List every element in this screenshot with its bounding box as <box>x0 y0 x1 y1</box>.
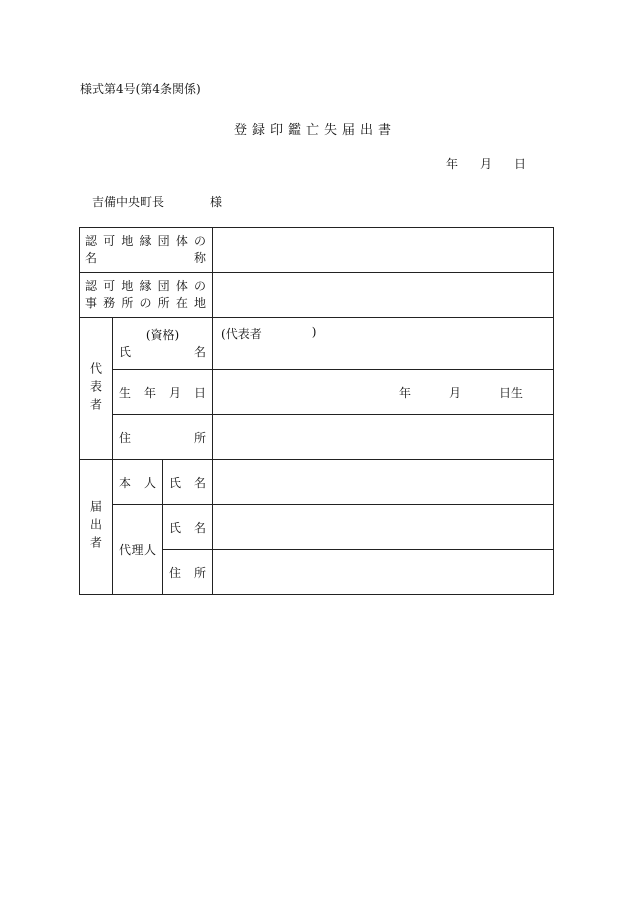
notifier-section-label-cell <box>80 460 113 595</box>
notifier-self-name-field[interactable] <box>213 460 554 505</box>
notifier-self-name-label: 氏名 <box>169 475 207 490</box>
group-name-label-line1: 認可地縁団体の <box>85 234 208 248</box>
addressee-name: 吉備中央町長 <box>92 195 165 209</box>
notifier-agent-label: 代理人 <box>119 543 156 557</box>
notifier-self-row <box>80 460 554 505</box>
notifier-agent-name-label-cell <box>163 505 213 550</box>
notifier-self-label: 本人 <box>119 475 156 490</box>
notifier-agent-name-field[interactable] <box>213 505 554 550</box>
group-office-field[interactable] <box>213 273 554 318</box>
addressee-honorific: 様 <box>210 195 223 209</box>
representative-birth-field[interactable] <box>213 370 554 415</box>
notifier-self-name-label-cell <box>163 460 213 505</box>
representative-address-label: 住所 <box>119 430 207 445</box>
group-name-label-cell <box>80 228 213 273</box>
representative-name-label-cell <box>113 318 213 370</box>
group-office-label-line2: 事務所の所在地 <box>85 296 208 310</box>
representative-birth-label-cell <box>113 370 213 415</box>
representative-address-field[interactable] <box>213 415 554 460</box>
representative-birth-row <box>80 370 554 415</box>
date-day-label: 日 <box>514 157 527 171</box>
date-line <box>446 155 526 172</box>
representative-qualification-label: (資格) <box>145 327 180 342</box>
notifier-self-label-cell <box>113 460 163 505</box>
representative-name-field[interactable] <box>213 318 554 370</box>
notifier-agent-label-cell <box>113 505 163 595</box>
birth-year-label: 年 <box>398 385 411 400</box>
notifier-agent-name-row <box>80 505 554 550</box>
group-office-row <box>80 273 554 318</box>
notifier-agent-address-label-cell <box>163 550 213 595</box>
page-title: 登録印鑑亡失届出書 <box>233 123 396 138</box>
notifier-section-label: 届出者 <box>88 500 103 554</box>
representative-title-close: ) <box>311 325 317 339</box>
group-name-label-line2: 名称 <box>85 251 208 265</box>
notifier-agent-address-label: 住所 <box>169 565 207 580</box>
birth-day-label: 日生 <box>499 385 524 400</box>
representative-address-row <box>80 415 554 460</box>
date-month-label: 月 <box>480 157 493 171</box>
group-office-label-cell <box>80 273 213 318</box>
group-name-field[interactable] <box>213 228 554 273</box>
notifier-agent-name-label: 氏名 <box>169 520 207 535</box>
addressee <box>92 193 222 210</box>
representative-birth-label: 生年月日 <box>119 385 207 400</box>
representative-name-label: 氏名 <box>119 344 207 359</box>
representative-name-row <box>80 318 554 370</box>
form-number: 様式第4号(第4条関係) <box>80 82 201 96</box>
date-year-label: 年 <box>446 157 459 171</box>
representative-address-label-cell <box>113 415 213 460</box>
representative-title-open: (代表者 <box>221 327 262 341</box>
representative-section-label: 代表者 <box>88 361 103 416</box>
birth-month-label: 月 <box>448 385 461 400</box>
group-office-label-line1: 認可地縁団体の <box>85 279 208 293</box>
representative-section-label-cell <box>80 318 113 460</box>
notifier-agent-address-field[interactable] <box>213 550 554 595</box>
group-name-row <box>80 228 554 273</box>
notification-form-table <box>79 227 554 595</box>
